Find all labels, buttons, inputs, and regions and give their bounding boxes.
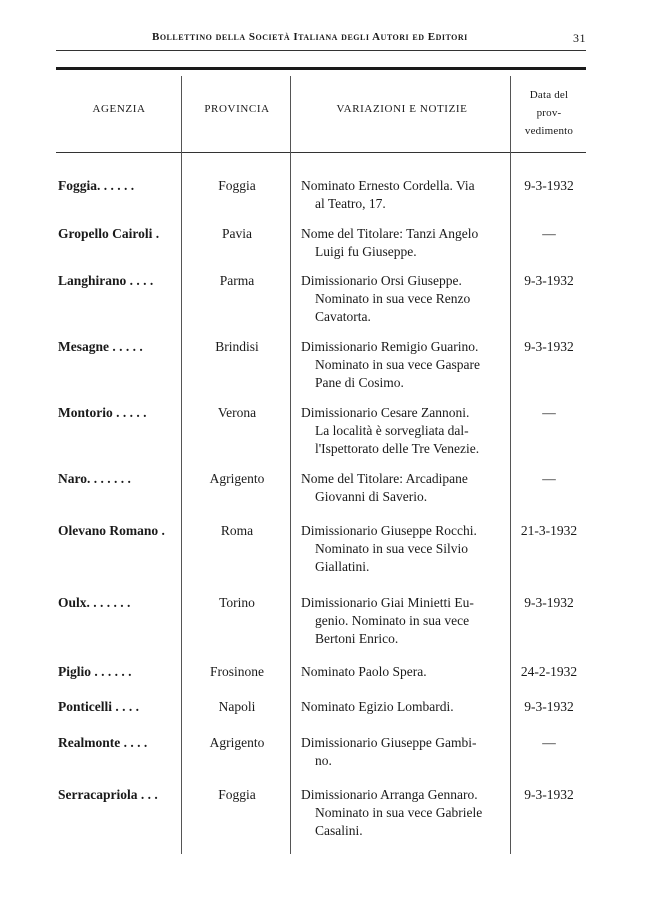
notes-line: Nominato in sua vece Silvio bbox=[315, 541, 468, 556]
notes-line: Dimissionario Orsi Giuseppe. bbox=[301, 273, 462, 288]
notes-line: Nome del Titolare: Arcadipane bbox=[301, 471, 468, 486]
notes-cell bbox=[301, 594, 505, 648]
column-header-notes: VARIAZIONI E NOTIZIE bbox=[336, 103, 468, 115]
notes-line: Dimissionario Arranga Gennaro. bbox=[301, 787, 478, 802]
agency-cell: Mesagne . . . . . bbox=[58, 339, 143, 354]
notes-line: Nominato Ernesto Cordella. Via bbox=[301, 178, 475, 193]
date-cell: 9-3-1932 bbox=[524, 595, 574, 610]
agency-cell: Realmonte . . . . bbox=[58, 735, 148, 750]
notes-line: Dimissionario Cesare Zannoni. bbox=[301, 405, 470, 420]
column-divider bbox=[181, 76, 182, 854]
notes-line: Pane di Cosimo. bbox=[315, 375, 404, 390]
date-cell: — bbox=[542, 735, 556, 750]
notes-line: al Teatro, 17. bbox=[315, 196, 386, 211]
notes-line: Nominato Egizio Lombardi. bbox=[301, 699, 454, 714]
province-cell: Agrigento bbox=[209, 735, 265, 750]
notes-cell bbox=[301, 338, 505, 392]
agency-cell: Langhirano . . . . bbox=[58, 273, 154, 288]
date-cell: — bbox=[542, 405, 556, 420]
agency-cell: Olevano Romano . bbox=[58, 523, 165, 538]
date-cell: 9-3-1932 bbox=[524, 178, 574, 193]
notes-cell bbox=[301, 786, 505, 840]
province-cell: Agrigento bbox=[209, 471, 265, 486]
column-header-date-line: prov- bbox=[536, 107, 562, 119]
notes-cell bbox=[301, 734, 505, 770]
table-head-rule bbox=[56, 152, 586, 153]
notes-line: Nominato in sua vece Gabriele bbox=[315, 805, 483, 820]
date-cell: — bbox=[542, 226, 556, 241]
notes-line: La località è sorvegliata dal- bbox=[315, 423, 469, 438]
column-header-province: PROVINCIA bbox=[204, 103, 270, 115]
column-header-date bbox=[512, 86, 586, 140]
province-cell: Torino bbox=[219, 595, 255, 610]
journal-title: Bollettino della Società Italiana degli Autori ed Editori bbox=[152, 31, 468, 43]
province-cell: Frosinone bbox=[210, 664, 264, 679]
notes-line: no. bbox=[315, 753, 332, 768]
notes-line: Casalini. bbox=[315, 823, 363, 838]
agency-cell: Montorio . . . . . bbox=[58, 405, 147, 420]
notes-line: Dimissionario Giuseppe Rocchi. bbox=[301, 523, 477, 538]
province-cell: Brindisi bbox=[215, 339, 259, 354]
notes-cell bbox=[301, 225, 505, 261]
notes-line: Dimissionario Giai Minietti Eu- bbox=[301, 595, 474, 610]
province-cell: Verona bbox=[217, 405, 257, 420]
province-cell: Napoli bbox=[218, 699, 256, 714]
date-cell: — bbox=[542, 471, 556, 486]
province-cell: Foggia bbox=[218, 178, 256, 193]
notes-cell bbox=[301, 470, 505, 506]
notes-cell bbox=[301, 522, 505, 576]
notes-cell bbox=[301, 404, 505, 458]
notes-line: Luigi fu Giuseppe. bbox=[315, 244, 417, 259]
agency-cell: Gropello Cairoli . bbox=[58, 226, 160, 241]
province-cell: Parma bbox=[219, 273, 255, 288]
notes-cell bbox=[301, 663, 505, 681]
column-divider bbox=[510, 76, 511, 854]
notes-line: Dimissionario Giuseppe Gambi- bbox=[301, 735, 477, 750]
date-cell: 9-3-1932 bbox=[524, 273, 574, 288]
notes-line: Nominato in sua vece Renzo bbox=[315, 291, 471, 306]
notes-cell bbox=[301, 177, 505, 213]
notes-line: Dimissionario Remigio Guarino. bbox=[301, 339, 479, 354]
date-cell: 9-3-1932 bbox=[524, 699, 574, 714]
page-header bbox=[56, 31, 586, 47]
date-cell: 9-3-1932 bbox=[524, 339, 574, 354]
notes-line: Giovanni di Saverio. bbox=[315, 489, 428, 504]
column-header-date-line: Data del bbox=[529, 89, 569, 101]
notes-line: l'Ispettorato delle Tre Venezie. bbox=[315, 441, 480, 456]
agency-cell: Ponticelli . . . . bbox=[58, 699, 139, 714]
date-cell: 24-2-1932 bbox=[520, 664, 578, 679]
province-cell: Roma bbox=[220, 523, 254, 538]
notes-cell bbox=[301, 272, 505, 326]
agency-cell: Foggia. . . . . . bbox=[58, 178, 135, 193]
header-rule bbox=[56, 50, 586, 51]
notes-line: Nominato in sua vece Gaspare bbox=[315, 357, 480, 372]
table-top-rule bbox=[56, 67, 586, 70]
date-cell: 9-3-1932 bbox=[524, 787, 574, 802]
province-cell: Foggia bbox=[218, 787, 256, 802]
notes-line: Cavatorta. bbox=[315, 309, 371, 324]
notes-line: Bertoni Enrico. bbox=[315, 631, 399, 646]
column-header-date-line: vedimento bbox=[524, 125, 574, 137]
notes-line: genio. Nominato in sua vece bbox=[315, 613, 470, 628]
column-header-agency: AGENZIA bbox=[92, 103, 146, 115]
agency-cell: Serracapriola . . . bbox=[58, 787, 158, 802]
agency-cell: Oulx. . . . . . . bbox=[58, 595, 131, 610]
agency-cell: Piglio . . . . . . bbox=[58, 664, 132, 679]
notes-line: Nominato Paolo Spera. bbox=[301, 664, 427, 679]
notes-cell bbox=[301, 698, 505, 716]
date-cell: 21-3-1932 bbox=[520, 523, 578, 538]
column-divider bbox=[290, 76, 291, 854]
notes-line: Nome del Titolare: Tanzi Angelo bbox=[301, 226, 479, 241]
agency-cell: Naro. . . . . . . bbox=[58, 471, 131, 486]
notes-line: Giallatini. bbox=[315, 559, 370, 574]
page-number: 31 bbox=[573, 31, 586, 45]
province-cell: Pavia bbox=[222, 226, 252, 241]
